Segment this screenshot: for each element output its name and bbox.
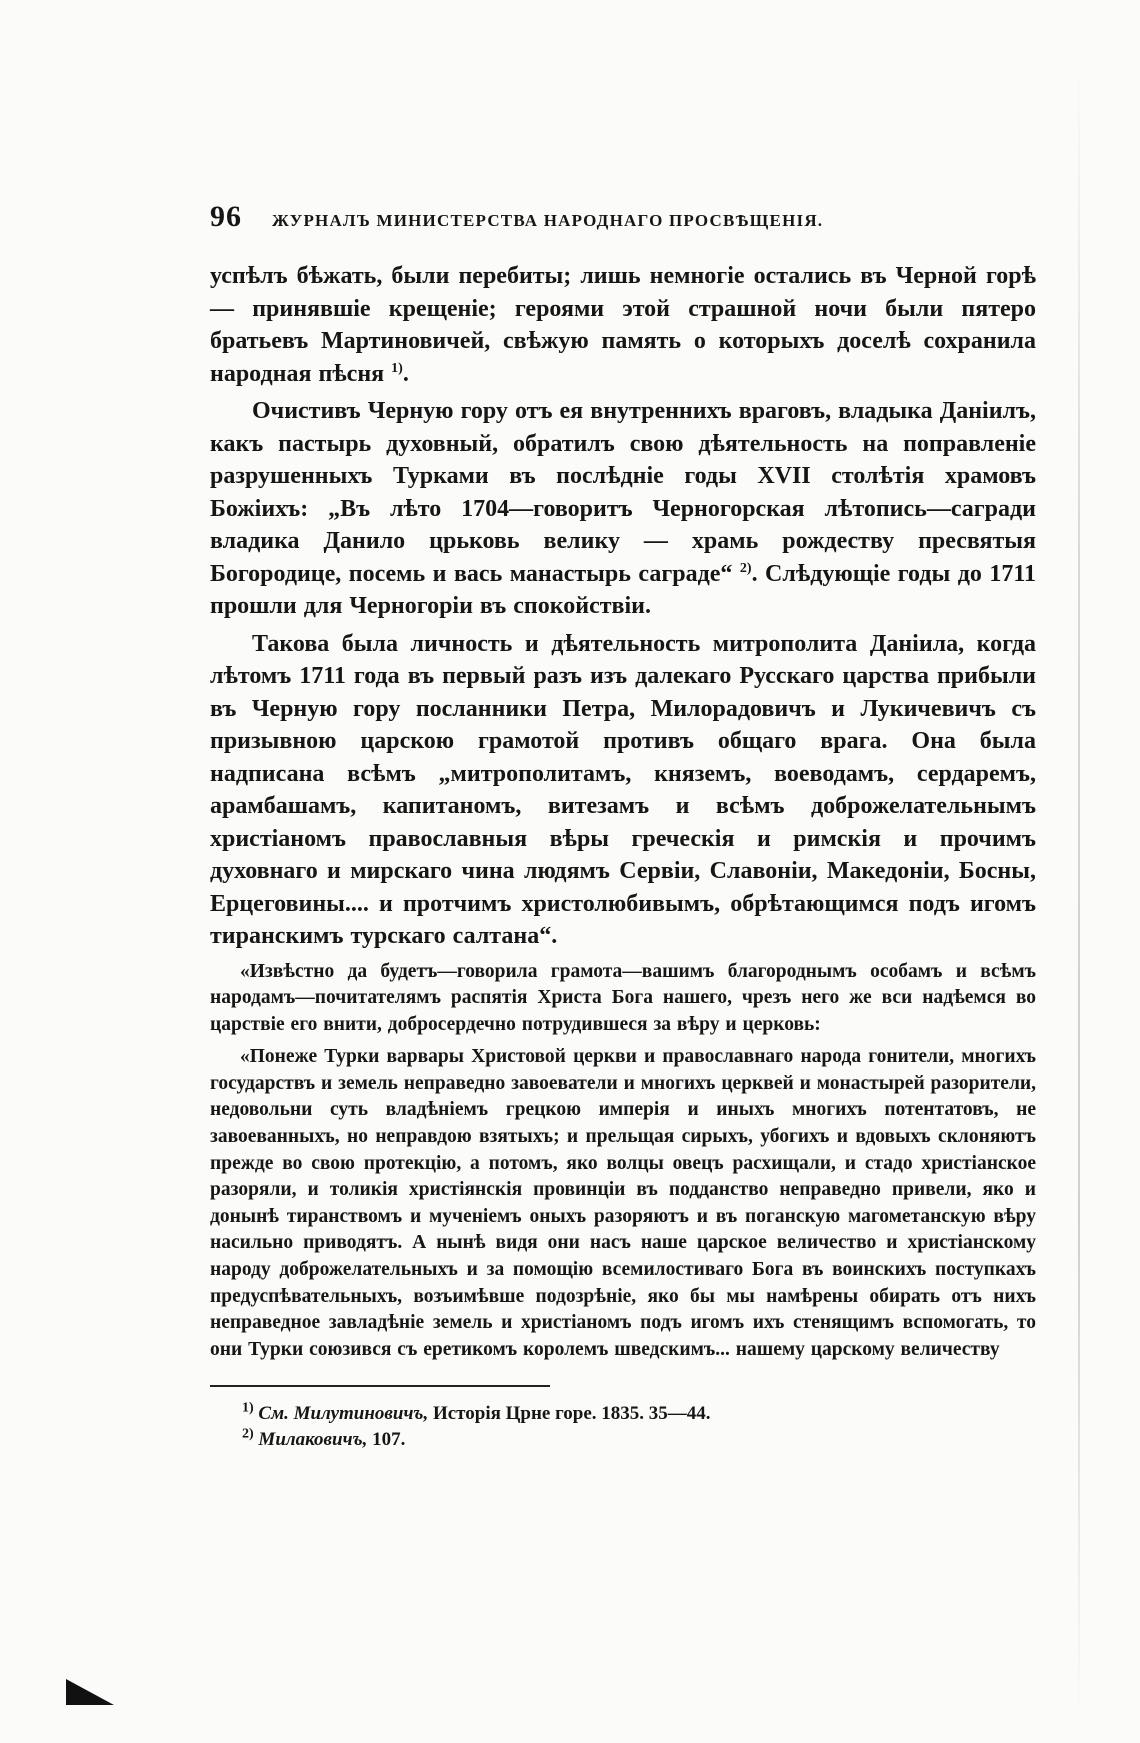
page-text [210,200,1036,1453]
journal-title: ЖУРНАЛЪ МИНИСТЕРСТВА НАРОДНАГО ПРОСВѢЩЕНІЯ. [272,211,824,230]
footnote-rule [210,1385,550,1387]
footnote-1 [242,1401,1036,1427]
footnote-ref-2: 2) [739,560,752,576]
paragraph-1 [210,260,1036,390]
quote-1: «Извѣстно да будетъ—говорила грамота—вашимъ благороднымъ особамъ и всѣмъ народамъ—почитателямъ распятія Христа Бога нашего, чрезъ него же вси надѣемся во царствіе его внити, добросердечно потрудившеся за вѣру и церковь: [210,960,1036,1035]
page-number: 96 [210,200,242,233]
footnote-ref-1: 1) [391,360,403,376]
running-head [210,200,1036,234]
footnote-1-author: См. Милутиновичъ, [258,1403,429,1425]
paragraph-2 [210,395,1036,623]
footnote-2 [242,1427,1036,1453]
paragraph-2-text: Очистивъ Черную гору отъ ея внутреннихъ враговъ, владыка Даніилъ, какъ пастырь духовный, обратилъ свою дѣятельность на поправленіе разрушенныхъ Турками въ послѣдніе годы XVII столѣтія храмовъ Божіихъ: „Въ лѣто 1704—говоритъ Черногорская лѣтопись—сагради владика Данило црьковь велику — храмь рождеству пресвятыя Богородице, посемь и вась манастырь саграде“ [210,398,1036,587]
paragraph-2-end: . Слѣдующіе годы до 1711 прошли для Черногоріи въ спокойствіи. [210,560,1036,619]
quote-2: «Понеже Турки варвары Христовой церкви и православнаго народа гонители, многихъ государствъ и земель неправедно завоеватели и многихъ церквей и монастырей разорители, недовольни суть владѣніемъ грецкою имперія и иныхъ многихъ потентатовъ, не завоеванныхъ, но неправдою взятыхъ; и прельщая сирыхъ, убогихъ и вдовыхъ склоняютъ прежде во свою протекцію, а потомъ, яко волцы овецъ расхищали, и стадо христіанское разоряли, и толикія христіянскія провинціи въ подданство неправедно привели, яко и донынѣ тиранствомъ и мученіемъ оныхъ разоряютъ и въ поганскую магометанскую вѣру насильно приводятъ. А нынѣ видя они насъ наше царское величество и христіанскому народу доброжелательныхъ и за помощію всемилостиваго Бога въ воинскихъ поступкахъ предуспѣвательныхъ, возъимѣвше подозрѣніе, яко бы мы намѣрены обирать отъ нихъ неправедное завладѣніе земель и христіаномъ подъ игомъ ихъ стенящимъ вспомогать, то они Турки союзився съ еретикомъ королемъ шведскимъ... нашему царскому величеству [210,1046,1036,1360]
footnote-1-text: Исторія Црне горе. 1835. 35—44. [432,1403,711,1425]
page-edge-shadow [1078,60,1080,1720]
paragraph-1-end: . [402,360,409,387]
footnote-2-mark: 2) [242,1427,254,1443]
footnote-1-mark: 1) [242,1401,254,1417]
footnote-2-text: 107. [372,1429,406,1451]
paragraph-3: Такова была личность и дѣятельность митрополита Даніила, когда лѣтомъ 1711 года въ первый разъ изъ далекаго Русскаго царства прибыли въ Черную гору посланники Петра, Милорадовичъ и Лукичевичъ съ призывною царскою грамотой противъ общаго врага. Она была надписана всѣмъ „митрополитамъ, княземъ, воеводамъ, сердаремъ, арамбашамъ, капитаномъ, витезамъ и всѣмъ доброжелательнымъ христіаномъ православныя вѣры греческія и римскія и прочимъ духовнаго и мирскаго чина людямъ Сервіи, Славоніи, Македоніи, Босны, Ерцеговины.... и протчимъ христолюбивымъ, обрѣтающимся подъ игомъ тиранскимъ турскаго салтана“. [210,630,1036,949]
paragraph-1-text: успѣлъ бѣжать, были перебиты; лишь немногіе остались въ Черной горѣ — принявшіе крещеніе; героями этой страшной ночи были пятеро братьевъ Мартиновичей, свѣжую память о которыхъ доселѣ сохранила народная пѣсня [210,263,1036,387]
scan-corner-mark [66,1675,114,1705]
footnote-2-author: Милаковичъ, [258,1429,368,1451]
